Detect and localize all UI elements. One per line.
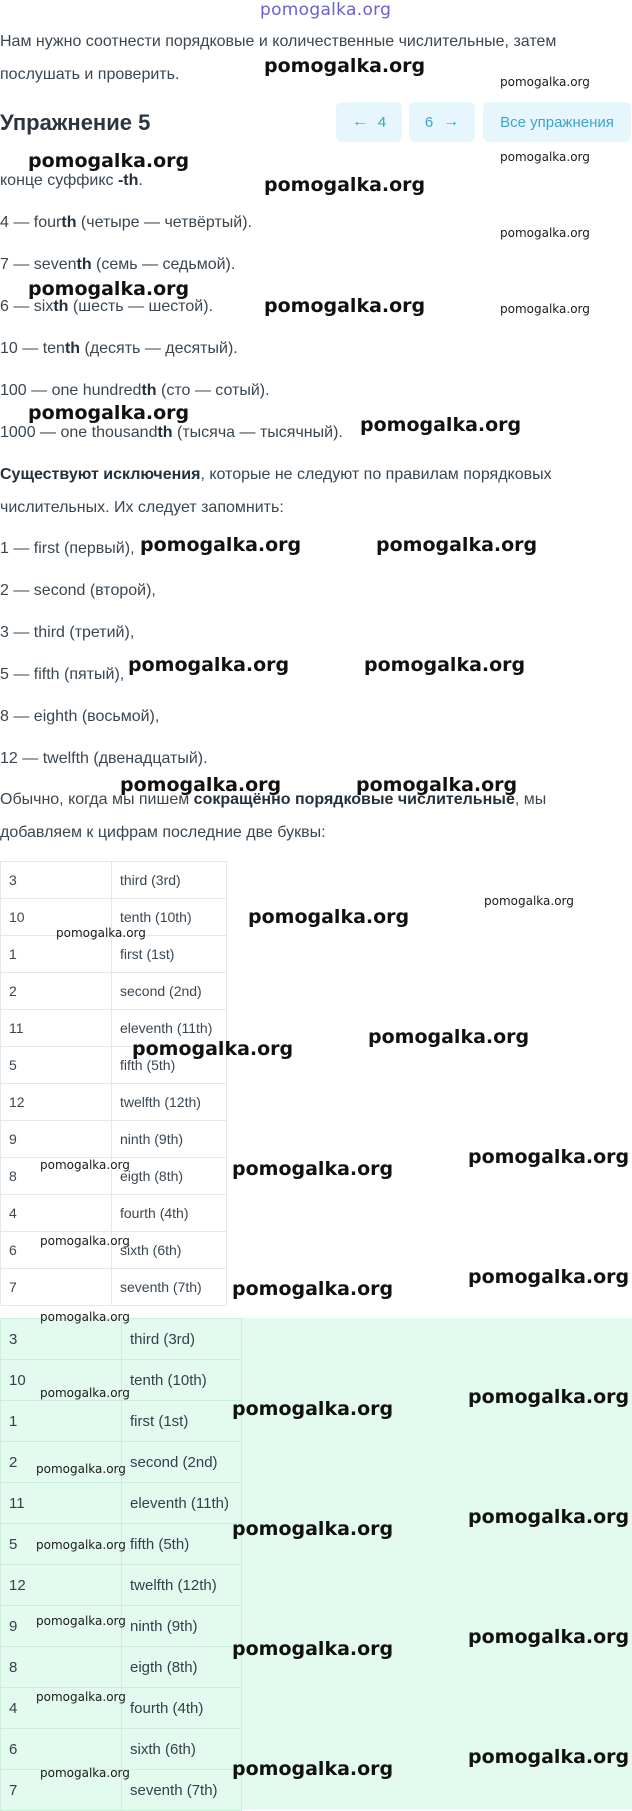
watermark: pomogalka.org bbox=[264, 295, 426, 317]
table-cell: 1 bbox=[1, 936, 112, 973]
suffix-line bbox=[0, 172, 143, 190]
table-row bbox=[1, 1319, 242, 1360]
table-cell: 4 bbox=[1, 1195, 112, 1232]
table-cell: 10 bbox=[1, 899, 112, 936]
all-exercises-label: Все упражнения bbox=[500, 113, 614, 131]
exception-item: 12 — twelfth (двенадцатый). bbox=[0, 750, 208, 767]
table-cell: 11 bbox=[1, 1483, 122, 1524]
table-row bbox=[1, 1401, 242, 1442]
watermark: pomogalka.org bbox=[368, 1026, 530, 1048]
watermark: pomogalka.org bbox=[36, 1614, 126, 1628]
table-row bbox=[1, 862, 227, 899]
table-cell: 11 bbox=[1, 1010, 112, 1047]
table-cell: twelfth (12th) bbox=[122, 1565, 242, 1606]
table-cell: 2 bbox=[1, 1442, 122, 1483]
table-cell: 1 bbox=[1, 1401, 122, 1442]
table-cell: first (1st) bbox=[112, 936, 227, 973]
watermark: pomogalka.org bbox=[468, 1266, 630, 1288]
prev-exercise-label: 4 bbox=[377, 113, 387, 131]
watermark: pomogalka.org bbox=[36, 1538, 126, 1552]
table-cell: 8 bbox=[1, 1647, 122, 1688]
watermark: pomogalka.org bbox=[28, 402, 190, 424]
table-cell: 3 bbox=[1, 1319, 122, 1360]
table-cell: tenth (10th) bbox=[122, 1360, 242, 1401]
table-cell: sixth (6th) bbox=[112, 1232, 227, 1269]
watermark: pomogalka.org bbox=[120, 774, 282, 796]
watermark: pomogalka.org bbox=[232, 1638, 394, 1660]
exception-item: 3 — third (третий), bbox=[0, 624, 135, 641]
watermark: pomogalka.org bbox=[484, 894, 574, 908]
watermark: pomogalka.org bbox=[232, 1278, 394, 1300]
table-row bbox=[1, 1121, 227, 1158]
watermark: pomogalka.org bbox=[28, 278, 190, 300]
exception-item: 5 — fifth (пятый), bbox=[0, 666, 125, 683]
table-cell: fourth (4th) bbox=[112, 1195, 227, 1232]
table-cell: 10 bbox=[1, 1360, 122, 1401]
watermark: pomogalka.org bbox=[364, 654, 526, 676]
watermark: pomogalka.org bbox=[360, 414, 522, 436]
watermark: pomogalka.org bbox=[232, 1518, 394, 1540]
table-row bbox=[1, 1729, 242, 1770]
watermark: pomogalka.org bbox=[128, 654, 290, 676]
table-cell: 12 bbox=[1, 1084, 112, 1121]
watermark: pomogalka.org bbox=[40, 1766, 130, 1780]
table-cell: second (2nd) bbox=[112, 973, 227, 1010]
all-exercises-button[interactable] bbox=[483, 102, 631, 142]
suffix-end: . bbox=[138, 172, 143, 189]
suffix-text: конце суффикс bbox=[0, 172, 118, 189]
table-cell: fourth (4th) bbox=[122, 1688, 242, 1729]
exception-item: 8 — eighth (восьмой), bbox=[0, 708, 160, 725]
table-row bbox=[1, 1084, 227, 1121]
table-cell: eigth (8th) bbox=[112, 1158, 227, 1195]
table-cell: eleventh (11th) bbox=[122, 1483, 242, 1524]
exceptions-text: Существуют исключения, которые не следуют по правилам порядковых числительных. Их следует запомнить: bbox=[0, 466, 552, 516]
table-cell: ninth (9th) bbox=[122, 1606, 242, 1647]
table-row bbox=[1, 1647, 242, 1688]
suffix-bold: -th bbox=[117, 172, 139, 189]
table-cell: 9 bbox=[1, 1606, 122, 1647]
table-row bbox=[1, 1195, 227, 1232]
watermark: pomogalka.org bbox=[40, 1310, 130, 1324]
watermark: pomogalka.org bbox=[36, 1690, 126, 1704]
table-row bbox=[1, 1483, 242, 1524]
watermark: pomogalka.org bbox=[40, 1234, 130, 1248]
watermark: pomogalka.org bbox=[232, 1158, 394, 1180]
watermark: pomogalka.org bbox=[500, 75, 590, 89]
table-cell: 5 bbox=[1, 1524, 122, 1565]
th-example: 6 — sixth (шесть — шестой). bbox=[0, 298, 214, 315]
table-cell: 2 bbox=[1, 973, 112, 1010]
table-cell: twelfth (12th) bbox=[112, 1084, 227, 1121]
watermark: pomogalka.org bbox=[232, 1758, 394, 1780]
watermark: pomogalka.org bbox=[468, 1626, 630, 1648]
table-cell: tenth (10th) bbox=[112, 899, 227, 936]
th-example: 4 — fourth (четыре — четвёртый). bbox=[0, 214, 252, 231]
watermark: pomogalka.org bbox=[40, 1158, 130, 1172]
table-cell: ninth (9th) bbox=[112, 1121, 227, 1158]
th-example: 7 — seventh (семь — седьмой). bbox=[0, 256, 236, 273]
table-cell: first (1st) bbox=[122, 1401, 242, 1442]
watermark: pomogalka.org bbox=[36, 1462, 126, 1476]
abbreviation-text: Обычно, когда мы пишем сокращённо порядковые числительные, мы добавляем к цифрам последние две буквы: bbox=[0, 791, 547, 841]
watermark: pomogalka.org bbox=[28, 150, 190, 172]
table-cell: fifth (5th) bbox=[112, 1047, 227, 1084]
watermark: pomogalka.org bbox=[56, 926, 146, 940]
table-cell: seventh (7th) bbox=[112, 1269, 227, 1306]
watermark: pomogalka.org bbox=[500, 150, 590, 164]
exercise-heading: Упражнение 5 bbox=[0, 110, 151, 135]
watermark: pomogalka.org bbox=[500, 302, 590, 316]
table-cell: 3 bbox=[1, 862, 112, 899]
table-cell: sixth (6th) bbox=[122, 1729, 242, 1770]
watermark: pomogalka.org bbox=[140, 534, 302, 556]
exception-item: 2 — second (второй), bbox=[0, 582, 156, 599]
watermark: pomogalka.org bbox=[232, 1398, 394, 1420]
table-cell: 6 bbox=[1, 1729, 122, 1770]
watermark: pomogalka.org bbox=[248, 906, 410, 928]
table-cell: eleventh (11th) bbox=[112, 1010, 227, 1047]
arrow-left-icon: ← bbox=[351, 113, 368, 130]
table-cell: 7 bbox=[1, 1269, 112, 1306]
site-banner: pomogalka.org bbox=[260, 0, 392, 20]
table-row bbox=[1, 1269, 227, 1306]
th-example: 100 — one hundredth (сто — сотый). bbox=[0, 382, 270, 399]
th-example: 10 — tenth (десять — десятый). bbox=[0, 340, 238, 357]
table-cell: 9 bbox=[1, 1121, 112, 1158]
table-cell: third (3rd) bbox=[112, 862, 227, 899]
table-cell: second (2nd) bbox=[122, 1442, 242, 1483]
next-exercise-button[interactable] bbox=[409, 102, 475, 142]
table-cell: seventh (7th) bbox=[122, 1770, 242, 1811]
watermark: pomogalka.org bbox=[376, 534, 538, 556]
arrow-right-icon: → bbox=[443, 113, 460, 130]
table-cell: 12 bbox=[1, 1565, 122, 1606]
table-cell: fifth (5th) bbox=[122, 1524, 242, 1565]
watermark: pomogalka.org bbox=[356, 774, 518, 796]
table-row bbox=[1, 973, 227, 1010]
watermark: pomogalka.org bbox=[468, 1386, 630, 1408]
table-row bbox=[1, 936, 227, 973]
watermark: pomogalka.org bbox=[264, 55, 426, 77]
table-cell: 8 bbox=[1, 1158, 112, 1195]
watermark: pomogalka.org bbox=[40, 1386, 130, 1400]
prev-exercise-button[interactable] bbox=[336, 102, 402, 142]
next-exercise-label: 6 bbox=[424, 113, 434, 131]
watermark: pomogalka.org bbox=[500, 226, 590, 240]
watermark: pomogalka.org bbox=[264, 174, 426, 196]
table-cell: 6 bbox=[1, 1232, 112, 1269]
table-cell: 4 bbox=[1, 1688, 122, 1729]
watermark: pomogalka.org bbox=[132, 1038, 294, 1060]
th-example: 1000 — one thousandth (тысяча — тысячный). bbox=[0, 424, 343, 441]
watermark: pomogalka.org bbox=[468, 1746, 630, 1768]
intro-text: Нам нужно соотнести порядковые и количественные числительные, затем послушать и проверить. bbox=[0, 33, 557, 83]
table-cell: 7 bbox=[1, 1770, 122, 1811]
table-row bbox=[1, 1565, 242, 1606]
exception-item: 1 — first (первый), bbox=[0, 540, 135, 557]
table-cell: 5 bbox=[1, 1047, 112, 1084]
table-cell: eigth (8th) bbox=[122, 1647, 242, 1688]
watermark: pomogalka.org bbox=[468, 1506, 630, 1528]
watermark: pomogalka.org bbox=[468, 1146, 630, 1168]
table-cell: third (3rd) bbox=[122, 1319, 242, 1360]
